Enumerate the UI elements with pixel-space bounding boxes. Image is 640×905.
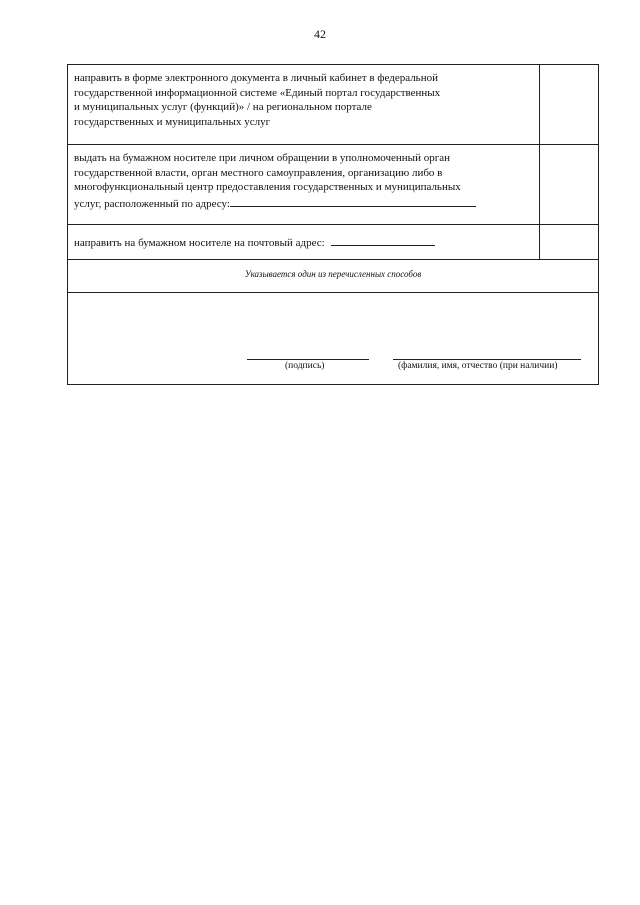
option-line: государственной информационной системе «Единый портал государственных (74, 86, 441, 99)
page-number: 42 (314, 27, 326, 41)
signature-row (68, 293, 598, 384)
full-name-line[interactable] (393, 359, 581, 360)
option-checkbox-cell-electronic[interactable] (540, 65, 598, 144)
full-name-caption: (фамилия, имя, отчество (при наличии) (398, 361, 558, 371)
option-row-in-person (68, 145, 598, 225)
option-row-post (68, 225, 598, 260)
postal-address-fill-line[interactable] (331, 234, 435, 246)
option-line: выдать на бумажном носителе при личном обращении в уполномоченный орган (74, 152, 450, 164)
option-line: государственных и муниципальных услуг (74, 115, 271, 128)
delivery-method-table (67, 64, 599, 385)
address-fill-line[interactable] (230, 195, 476, 207)
option-line: услуг, расположенный по адресу: (74, 197, 230, 210)
option-text-in-person (68, 145, 540, 224)
option-line-with-field (74, 195, 533, 212)
option-line: государственной власти, орган местного самоуправления, организацию либо в (74, 166, 443, 179)
selection-note: Указывается один из перечисленных способов (244, 269, 422, 279)
signature-line[interactable] (247, 359, 369, 360)
option-row-electronic (68, 65, 598, 145)
option-line: направить на бумажном носителе на почтовый адрес: (74, 237, 325, 249)
option-checkbox-cell-in-person[interactable] (540, 145, 598, 224)
option-line: и муниципальных услуг (функций)» / на региональном портале (74, 101, 372, 113)
option-checkbox-cell-post[interactable] (540, 225, 598, 259)
option-line: многофункциональный центр предоставления государственных и муниципальных (74, 181, 461, 193)
option-text-electronic (68, 65, 540, 144)
selection-note-row (68, 260, 598, 293)
signature-caption: (подпись) (285, 361, 325, 371)
option-text-post (68, 225, 540, 259)
option-line: направить в форме электронного документа в личный кабинет в федеральной (74, 72, 438, 84)
